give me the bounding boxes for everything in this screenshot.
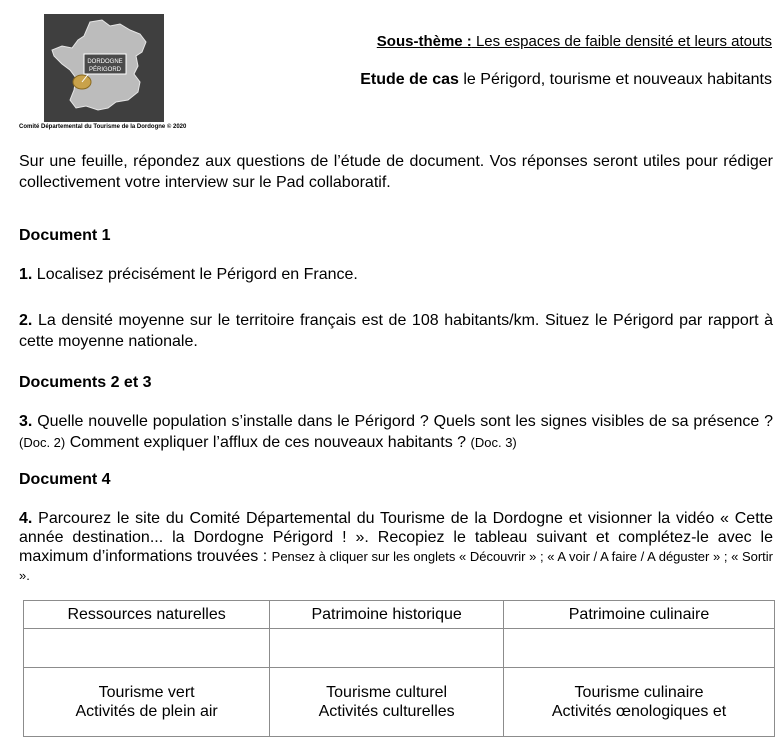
question-1: [19, 264, 773, 285]
subtheme-text: Les espaces de faible densité et leurs atouts: [475, 33, 772, 50]
question-3-text-a: Quelle nouvelle population s’installe dans le Périgord ? Quels sont les signes visibles de sa présence ?: [37, 413, 773, 430]
question-4-text: Parcourez le site du Comité Départemental du Tourisme de la Dordogne et visionner la vidéo « Cette année destination... la Dordogne Périgord ! ». Recopiez le tableau suivant et complétez-le avec le maximum d’informations trouvées :: [19, 510, 773, 565]
question-3: [19, 411, 773, 453]
cell-line: Tourisme culturel: [326, 684, 448, 701]
question-4: [19, 509, 773, 585]
header-natural-resources: Ressources naturelles: [24, 601, 270, 629]
question-1-text: Localisez précisément le Périgord en France.: [36, 266, 358, 283]
tourism-table: [23, 600, 775, 737]
table-cell-culinary-tourism: [504, 668, 775, 737]
table-row: [24, 668, 775, 737]
cell-line: Tourisme culinaire: [574, 684, 704, 701]
question-1-number: 1.: [19, 266, 33, 283]
header-culinary-heritage: Patrimoine culinaire: [504, 601, 775, 629]
question-4-hint: Pensez à cliquer sur les onglets « Découvrir » ; « A voir / A faire / A déguster » ; « Sortir ».: [19, 549, 773, 583]
cell-line: Activités culturelles: [318, 703, 455, 720]
question-4-number: 4.: [19, 510, 33, 527]
question-3-number: 3.: [19, 413, 33, 430]
question-2-text: La densité moyenne sur le territoire français est de 108 habitants/km. Situez le Périgord par rapport à cette moyenne nationale.: [19, 312, 774, 350]
map-label-line1: DORDOGNE: [87, 59, 123, 65]
cell-line: Tourisme vert: [98, 684, 195, 701]
question-3-text-b: Comment expliquer l’afflux de ces nouveaux habitants ?: [69, 434, 467, 451]
section-document-1: Document 1: [19, 227, 111, 244]
table-cell: [24, 629, 270, 668]
cell-line: Activités œnologiques et: [551, 703, 727, 720]
table-cell-cultural-tourism: [270, 668, 504, 737]
table-cell-green-tourism: [24, 668, 270, 737]
question-3-ref-a: (Doc. 2): [19, 435, 66, 450]
cell-line: Activités de plein air: [75, 703, 218, 720]
intro-paragraph: Sur une feuille, répondez aux questions de l’étude de document. Vos réponses seront utiles pour rédiger collectivement votre interview sur le Pad collaboratif.: [19, 153, 773, 191]
section-documents-2-3: Documents 2 et 3: [19, 374, 152, 391]
question-2-number: 2.: [19, 312, 33, 329]
table-cell: [270, 629, 504, 668]
question-3-ref-b: (Doc. 3): [470, 435, 517, 450]
map-label-line2: PÉRIGORD: [88, 67, 122, 73]
table-cell: [504, 629, 775, 668]
section-document-4: Document 4: [19, 471, 111, 488]
question-2: [19, 310, 773, 352]
table-header-row: [24, 601, 775, 629]
table-empty-row: [24, 629, 775, 668]
case-study-title: [360, 71, 772, 89]
map-credit: Comité Départemental du Tourisme de la Dordogne © 2020: [19, 124, 187, 130]
subtheme-label: Sous-thème :: [376, 33, 472, 50]
dordogne-map-logo: [44, 14, 164, 122]
case-study-label: Etude de cas: [360, 71, 459, 88]
case-study-text: le Périgord, tourisme et nouveaux habitants: [463, 71, 772, 88]
subtheme-line: [377, 33, 772, 50]
header-historic-heritage: Patrimoine historique: [270, 601, 504, 629]
